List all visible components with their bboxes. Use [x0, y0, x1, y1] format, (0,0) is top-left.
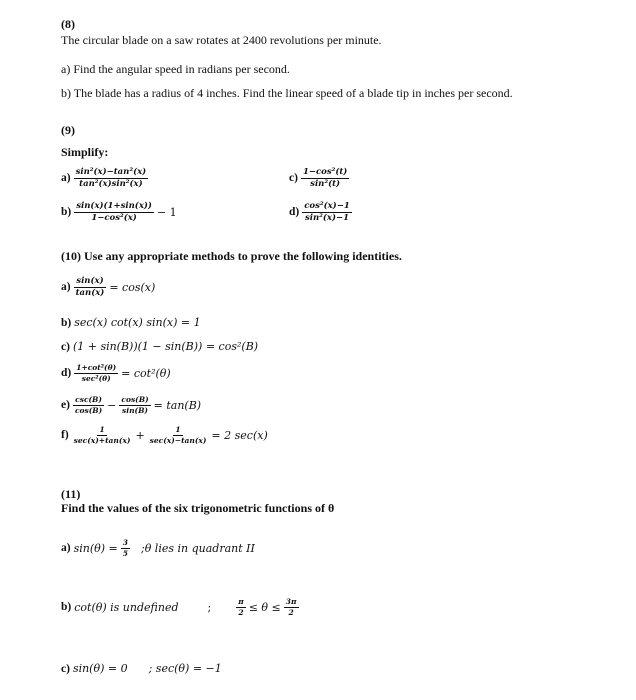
q11-b-lhs: cot(θ) is undefined: [74, 600, 179, 614]
q11-a-label: a): [61, 542, 71, 555]
q10-f-numerator-2: 1: [175, 425, 181, 434]
q9-b-numerator: sin(x)(1+sin(x)): [76, 201, 152, 211]
q11-b-upper-numerator: 3π: [285, 597, 297, 606]
q11-b-separator: ;: [207, 600, 212, 614]
q10-f-fraction-2: [148, 426, 209, 445]
q11-a-fraction: [121, 539, 130, 558]
q10-item-a: [61, 277, 155, 298]
q10-f-denominator-1: sec(x)+tan(x): [73, 435, 131, 445]
q11-c-condition: ; sec(θ) = −1: [148, 662, 222, 675]
q11-item-a: [61, 539, 255, 558]
q9-c-fraction: [301, 168, 349, 189]
q11-b-lower-fraction: [236, 598, 246, 617]
q10-e-denominator-1: cos(B): [74, 405, 103, 415]
q10-item-f: [61, 426, 268, 445]
q9-d-label: d): [289, 206, 300, 219]
q9-heading: Simplify:: [61, 145, 109, 159]
q9-c-denominator: sin²(t): [310, 178, 341, 189]
q10-d-label: d): [61, 367, 72, 380]
q9-d-fraction: [302, 202, 352, 223]
q11-b-lower-numerator: π: [238, 597, 244, 606]
q11-a-denominator: 5: [122, 548, 128, 558]
q9-b-label: b): [61, 206, 72, 219]
q11-b-inequality: ≤ θ ≤: [248, 600, 281, 614]
q10-a-numerator: sin(x): [76, 276, 104, 286]
q10-c-expression: (1 + sin(B))(1 − sin(B)) = cos²(B): [72, 340, 259, 353]
q8-intro: The circular blade on a saw rotates at 2400 revolutions per minute.: [61, 33, 382, 47]
q9-a-label: a): [61, 172, 71, 185]
q11-c-label: c): [61, 662, 70, 675]
q9-c-numerator: 1−cos²(t): [302, 167, 348, 177]
q8-number: (8): [61, 17, 75, 31]
q10-f-label: f): [61, 429, 69, 442]
q10-item-d: [61, 364, 171, 383]
q10-e-minus: −: [107, 398, 117, 412]
q11-b-lower-denominator: 2: [238, 607, 244, 617]
q9-a-fraction: [74, 168, 149, 189]
q10-b-label: b): [61, 316, 72, 329]
q9-b-tail: − 1: [156, 205, 177, 219]
q10-d-rhs: = cot²(θ): [121, 366, 171, 380]
q10-d-numerator: 1+cot²(θ): [76, 363, 117, 372]
q10-f-plus: +: [135, 428, 145, 442]
q11-heading: Find the values of the six trigonometric functions of θ: [61, 501, 335, 515]
q11-a-numerator: 3: [122, 538, 128, 547]
q10-f-numerator-1: 1: [99, 425, 105, 434]
q9-a-denominator: tan²(x)sin²(x): [79, 178, 143, 189]
q9-number: (9): [61, 123, 75, 137]
q9-item-a: [61, 168, 148, 189]
q11-item-c: [61, 662, 222, 675]
q9-b-denominator: 1−cos²(x): [91, 212, 137, 223]
q9-a-numerator: sin²(x)−tan²(x): [75, 167, 147, 177]
q10-d-fraction: [74, 364, 118, 383]
q11-item-b: [61, 598, 299, 617]
q10-e-numerator-2: cos(B): [121, 395, 149, 404]
q9-item-b: [61, 202, 177, 223]
q9-item-c: [289, 168, 349, 189]
q11-c-lhs: sin(θ) = 0: [72, 662, 128, 675]
q10-item-e: [61, 396, 201, 415]
q9-d-denominator: sin²(x)−1: [304, 212, 350, 223]
q9-d-numerator: cos²(x)−1: [304, 201, 350, 211]
q10-f-denominator-2: sec(x)−tan(x): [149, 435, 207, 445]
q9-c-label: c): [289, 172, 298, 185]
q10-a-denominator: tan(x): [75, 287, 105, 298]
q11-b-upper-fraction: [284, 598, 299, 617]
q10-e-denominator-2: sin(B): [122, 405, 148, 415]
q8-part-a: a) Find the angular speed in radians per second.: [61, 62, 290, 76]
q10-a-fraction: [74, 277, 107, 298]
q8-part-b: b) The blade has a radius of 4 inches. Find the linear speed of a blade tip in inches per second.: [61, 86, 513, 100]
q10-f-rhs: = 2 sec(x): [211, 428, 268, 442]
q10-heading: (10) Use any appropriate methods to prove the following identities.: [61, 249, 402, 263]
q10-a-rhs: = cos(x): [109, 280, 156, 294]
q9-item-d: [289, 202, 352, 223]
q10-a-label: a): [61, 281, 71, 294]
q10-item-c: [61, 340, 258, 353]
q10-b-expression: sec(x) cot(x) sin(x) = 1: [74, 316, 201, 329]
q11-a-lhs: sin(θ) =: [73, 541, 118, 555]
q10-e-numerator-1: csc(B): [75, 395, 102, 404]
q11-b-upper-denominator: 2: [288, 607, 294, 617]
q10-e-label: e): [61, 399, 70, 412]
q10-item-b: [61, 316, 201, 329]
q10-e-fraction-2: [119, 396, 150, 415]
q10-e-fraction-1: [73, 396, 104, 415]
q10-f-fraction-1: [72, 426, 133, 445]
q11-number: (11): [61, 487, 81, 501]
q10-e-rhs: = tan(B): [153, 398, 202, 412]
q10-c-label: c): [61, 340, 70, 353]
q10-d-denominator: sec²(θ): [81, 373, 111, 383]
q11-b-label: b): [61, 601, 72, 614]
q9-b-fraction: [74, 202, 154, 223]
q11-a-condition: ;θ lies in quadrant II: [140, 541, 255, 555]
